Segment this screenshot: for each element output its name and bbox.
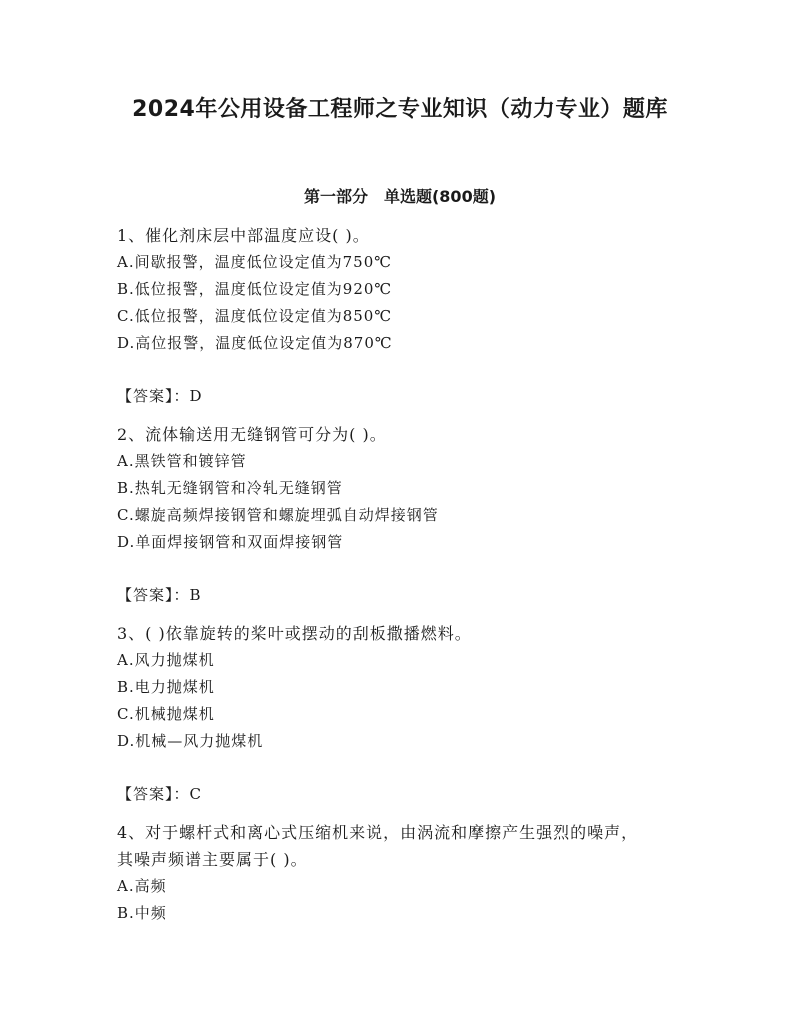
option-d: D.高位报警，温度低位设定值为870℃ <box>117 334 393 352</box>
option-b: B.电力抛煤机 <box>117 678 215 696</box>
question-list <box>117 222 717 927</box>
option-c: C.机械抛煤机 <box>117 705 215 723</box>
option-b: B.中频 <box>117 904 167 922</box>
option-d: D.机械—风力抛煤机 <box>117 732 264 750</box>
answer-line: 【答案】：D <box>117 387 203 405</box>
option-a: A.间歇报警，温度低位设定值为750℃ <box>117 253 393 271</box>
answer-line: 【答案】：B <box>117 586 202 604</box>
option-a: A.高频 <box>117 877 167 895</box>
question-item <box>117 819 717 927</box>
section-heading: 第一部分 单选题(800题) <box>303 187 497 206</box>
question-stem: 3、( )依靠旋转的桨叶或摆动的刮板撒播燃料。 <box>117 624 472 643</box>
option-d: D.单面焊接钢管和双面焊接钢管 <box>117 533 344 551</box>
option-a: A.风力抛煤机 <box>117 651 215 669</box>
option-b: B.热轧无缝钢管和冷轧无缝钢管 <box>117 479 343 497</box>
option-c: C.螺旋高频焊接钢管和螺旋埋弧自动焊接钢管 <box>117 506 439 524</box>
question-stem: 4、对于螺杆式和离心式压缩机来说，由涡流和摩擦产生强烈的噪声， <box>117 823 639 842</box>
question-stem-continued: 其噪声频谱主要属于( )。 <box>117 850 308 869</box>
option-c: C.低位报警，温度低位设定值为850℃ <box>117 307 393 325</box>
option-a: A.黑铁管和镀锌管 <box>117 452 247 470</box>
document-title: 2024年公用设备工程师之专业知识（动力专业）题库 <box>132 97 668 122</box>
question-item <box>117 421 717 609</box>
question-stem: 2、流体输送用无缝钢管可分为( )。 <box>117 425 387 444</box>
answer-line: 【答案】：C <box>117 785 202 803</box>
question-stem: 1、催化剂床层中部温度应设( )。 <box>117 226 370 245</box>
question-item <box>117 222 717 410</box>
question-item <box>117 620 717 808</box>
option-b: B.低位报警，温度低位设定值为920℃ <box>117 280 393 298</box>
